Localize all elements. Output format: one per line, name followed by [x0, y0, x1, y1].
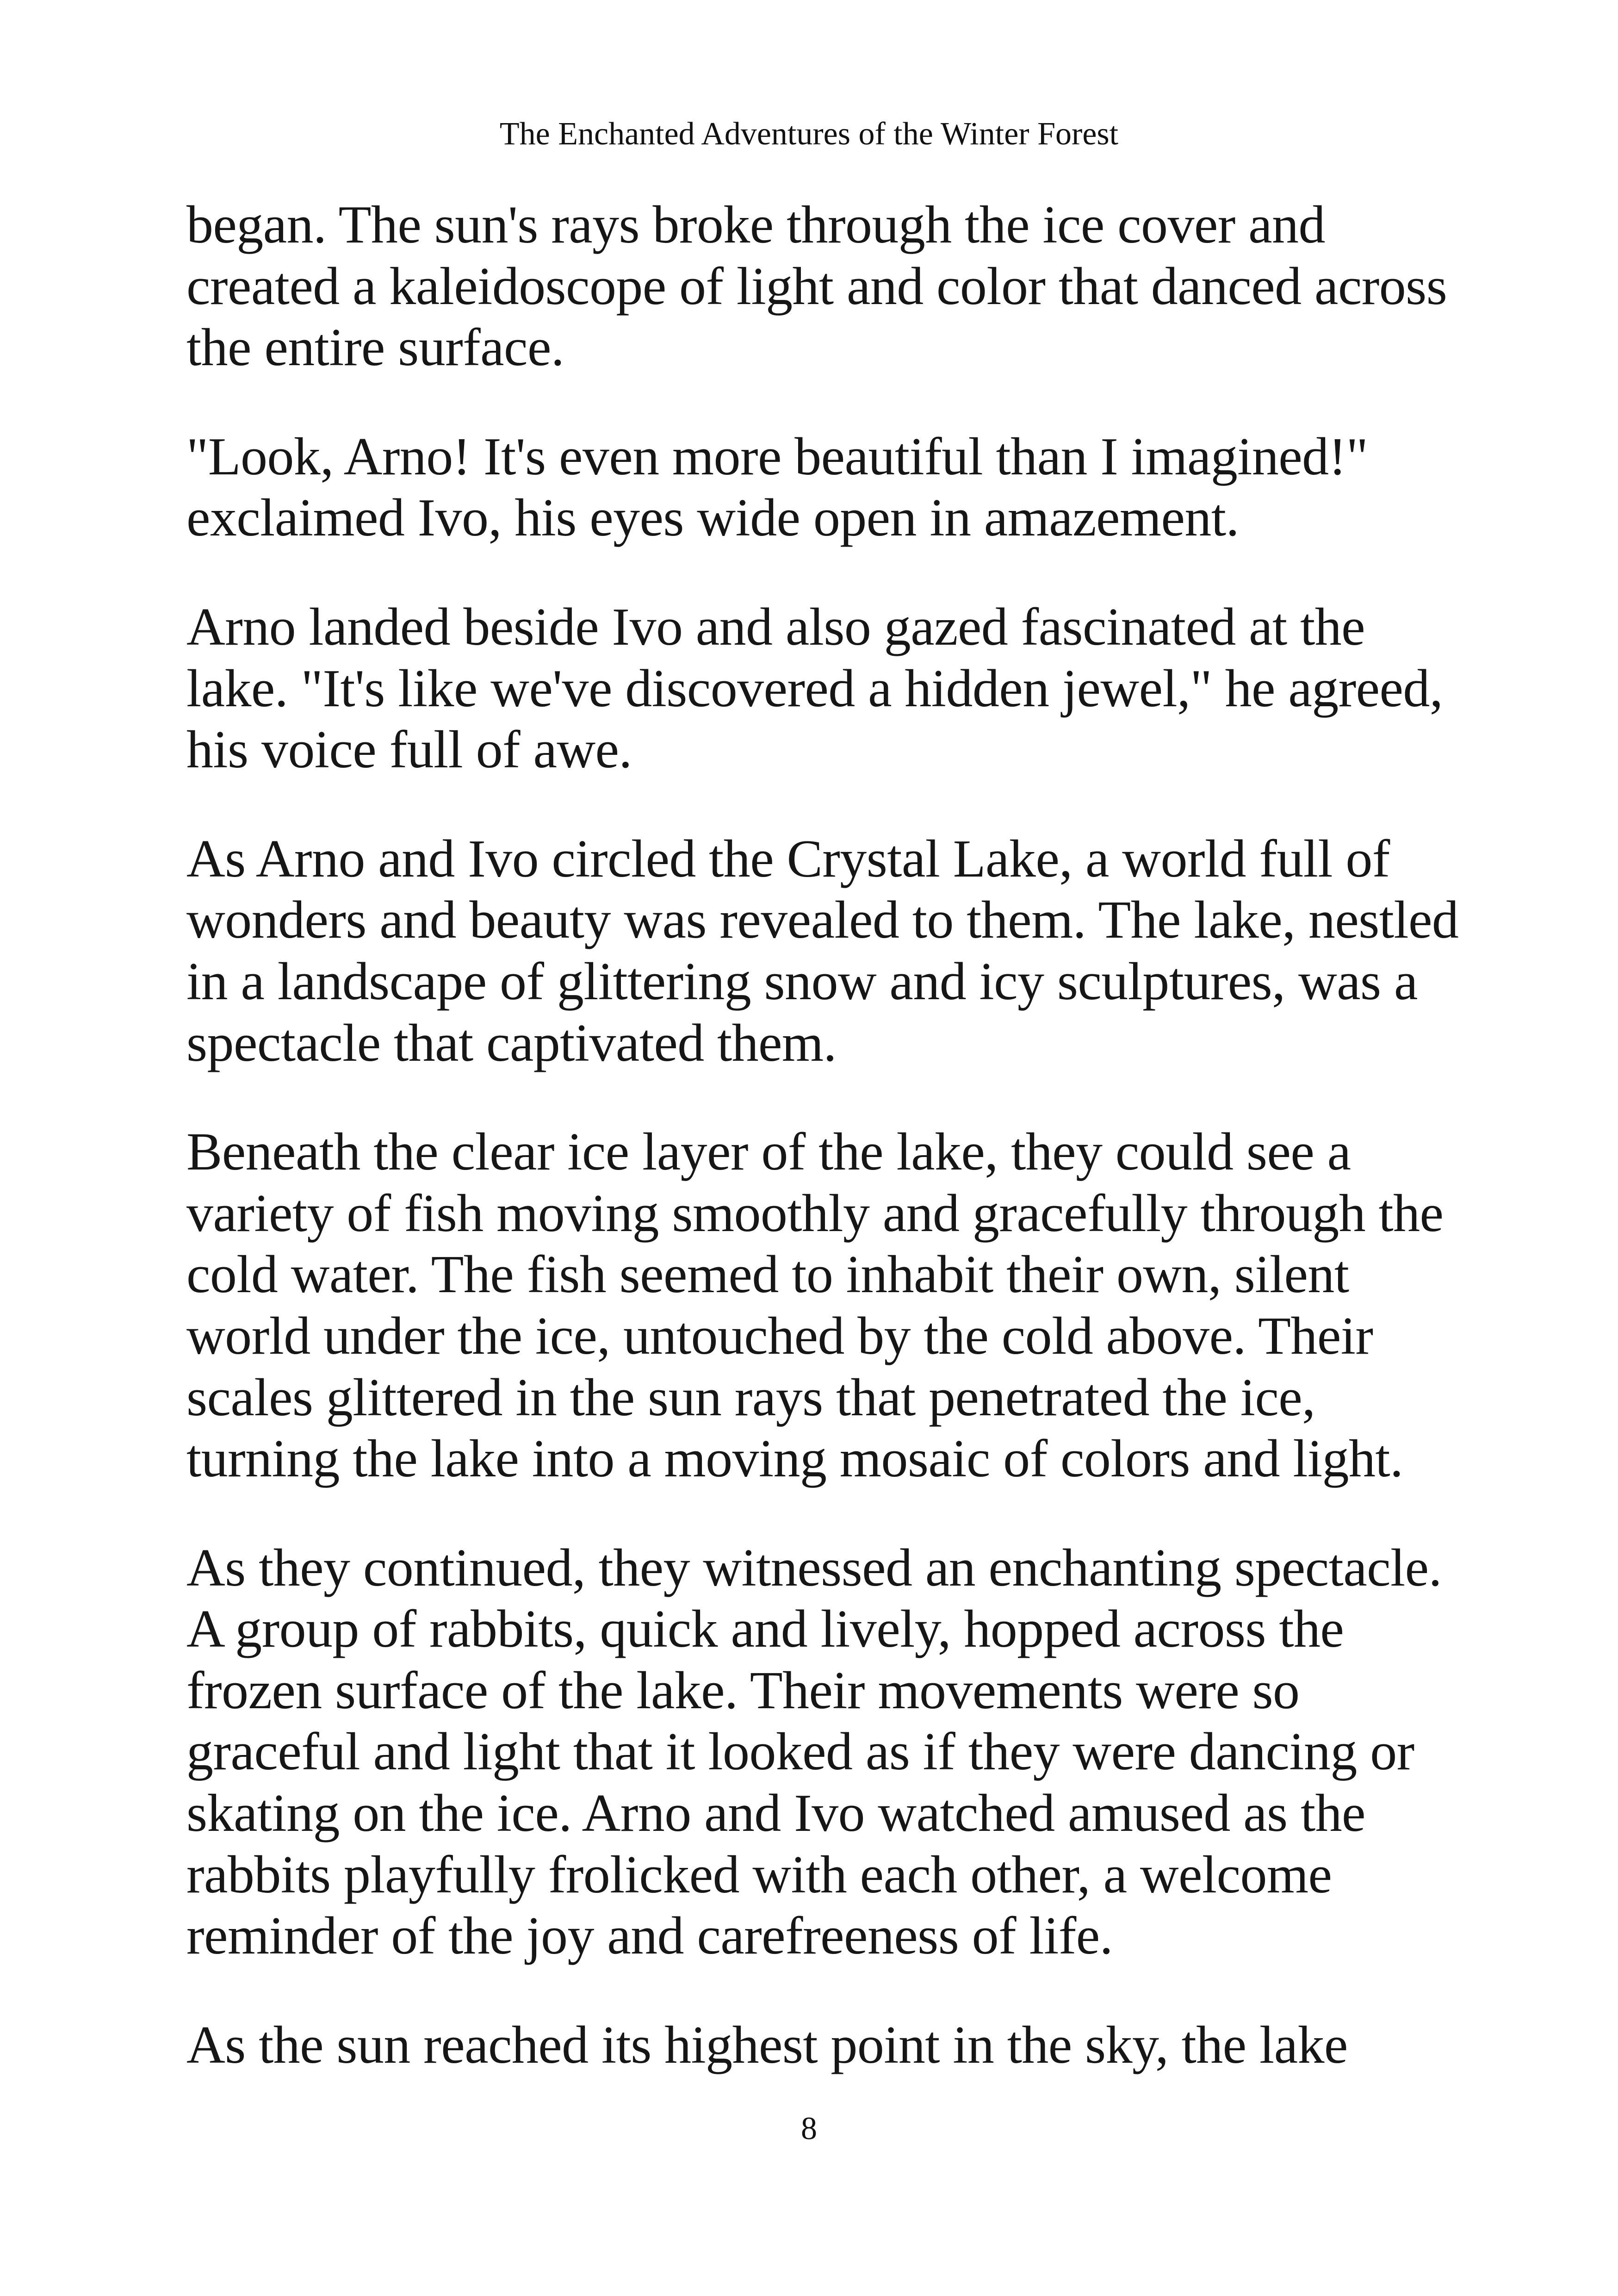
running-header: The Enchanted Adventures of the Winter Forest — [499, 116, 1119, 152]
paragraph-1: began. The sun's rays broke through the ice cover and created a kaleidoscope of light and color that danced across the entire surface. — [186, 195, 1447, 378]
paragraph-7: As the sun reached its highest point in the sky, the lake — [186, 2015, 1348, 2075]
paragraph-2: "Look, Arno! It's even more beautiful than I imagined!" exclaimed Ivo, his eyes wide open in amazement. — [186, 427, 1368, 548]
paragraph-3: Arno landed beside Ivo and also gazed fascinated at the lake. "It's like we've discovered a hidden jewel," he agreed, his voice full of awe. — [186, 597, 1443, 780]
page-number: 8 — [801, 2111, 817, 2147]
paragraph-5: Beneath the clear ice layer of the lake, they could see a variety of fish moving smoothly and gracefully through the cold water. The fish seemed to inhabit their own, silent world under the ice, untouched by the cold above. Their scales glittered in the sun rays that penetrated the ice, turning the lake into a moving mosaic of colors and light. — [186, 1122, 1444, 1489]
body-text — [186, 194, 1463, 2123]
paragraph-4: As Arno and Ivo circled the Crystal Lake, a world full of wonders and beauty was revealed to them. The lake, nestled in a landscape of glittering snow and icy sculptures, was a spectacle that captivated them. — [186, 829, 1459, 1073]
paragraph-6: As they continued, they witnessed an enchanting spectacle. A group of rabbits, quick and lively, hopped across the frozen surface of the lake. Their movements were so graceful and light that it looked as if they were dancing or skating on the ice. Arno and Ivo watched amused as the rabbits playfully frolicked with each other, a welcome reminder of the joy and carefreeness of life. — [186, 1538, 1442, 1966]
